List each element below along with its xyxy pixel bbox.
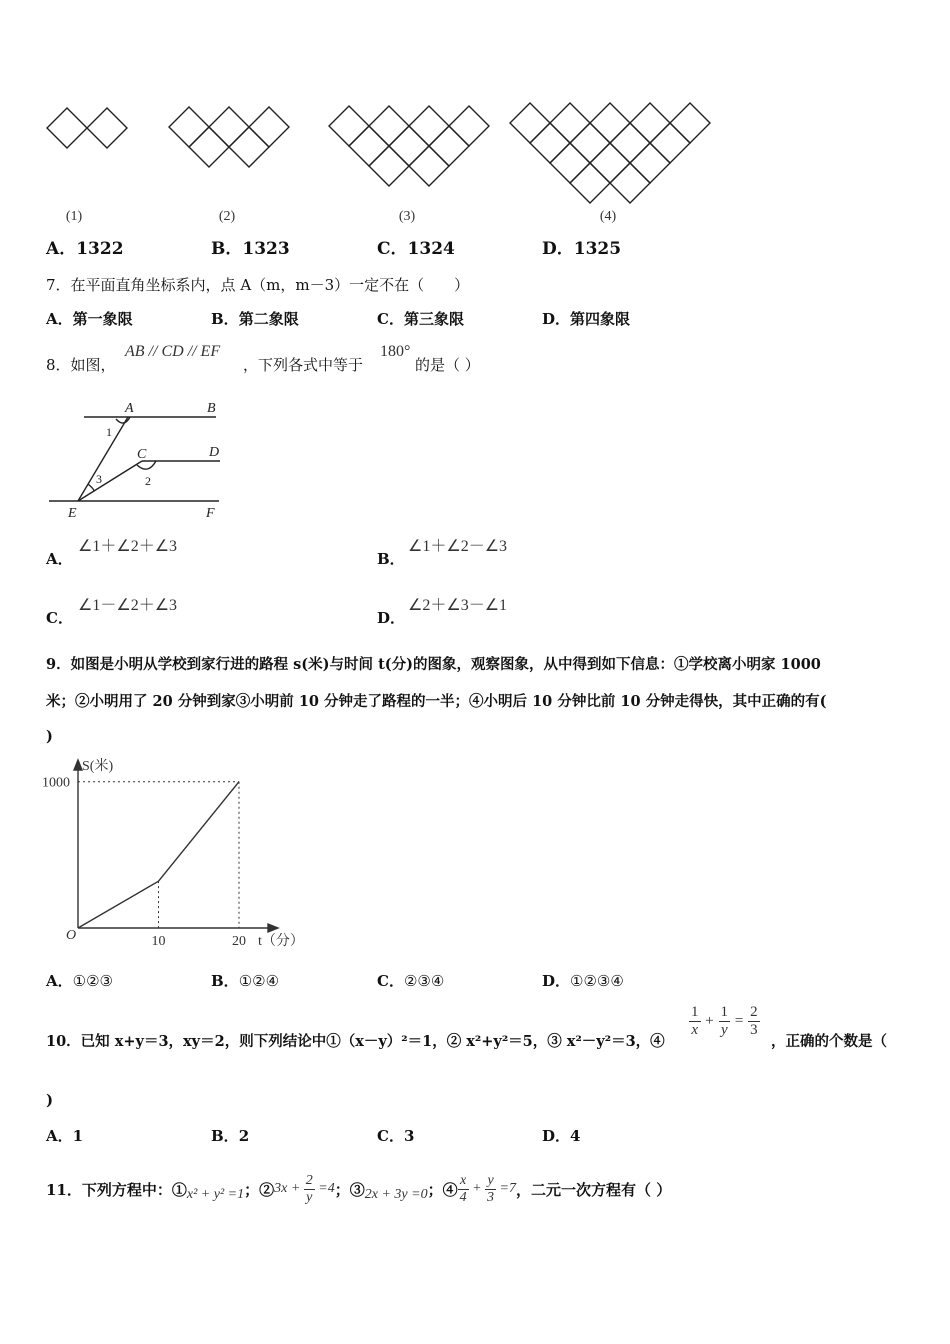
q9-option-b: B．①②④ xyxy=(211,972,280,990)
x-tick-10: 10 xyxy=(151,934,166,949)
q10-option-a: A．1 xyxy=(46,1127,84,1145)
q8-option-b-label: B． xyxy=(377,550,405,568)
q10-equation-4: $\frac{1}{x}$ + $\frac{1}{y}$ = $\frac{2}{3}$ xyxy=(691,1004,758,1038)
q11-frac-2-over-y: $\frac{2}{y}$ xyxy=(305,1173,313,1205)
x-axis-label: t（分） xyxy=(258,934,304,949)
q9-option-c: C．②③④ xyxy=(377,972,445,990)
q8-option-c-expr: ∠1－∠2＋∠3 xyxy=(78,597,178,614)
figure-2-label: (2) xyxy=(218,209,236,224)
q9-distance-time-chart xyxy=(40,752,310,957)
q6-option-c: C．1324 xyxy=(377,239,455,259)
q10-frac-1-over-y: $\frac{1}{y}$ xyxy=(720,1004,729,1038)
q6-option-a: A．1322 xyxy=(46,239,124,259)
q11-eq-4: $\frac{x}{4}$ + $\frac{y}{3}$ =7 xyxy=(459,1173,516,1205)
q8-option-d-expr: ∠2＋∠3－∠1 xyxy=(408,597,508,614)
q8-option-a-label: A． xyxy=(46,550,73,568)
q9-stem-line2: 米；②小明用了 20 分钟到家③小明前 10 分钟走了路程的一半；④小明后 10 分钟比前 10 分钟走得快，其中正确的有( xyxy=(46,693,827,710)
point-e-label: E xyxy=(68,506,77,521)
q11-eq-1: x² + y² =1 xyxy=(186,1187,245,1202)
q8-stem-suffix: 的是（ ） xyxy=(415,356,480,374)
q8-stem-prefix: 8．如图， xyxy=(46,356,116,374)
angle-3-label: 3 xyxy=(96,472,102,486)
point-b-label: B xyxy=(207,401,216,416)
angle-2-label: 2 xyxy=(145,474,151,488)
figure-2-diamonds xyxy=(169,107,289,167)
q9-option-d: D．①②③④ xyxy=(542,972,624,990)
q8-degree-value: 180° xyxy=(380,343,411,360)
point-a-label: A xyxy=(125,401,134,416)
q8-option-c-label: C． xyxy=(46,609,73,627)
y-tick-1000: 1000 xyxy=(42,775,70,791)
q8-parallel-expr: AB // CD // EF xyxy=(125,343,221,360)
point-f-label: F xyxy=(206,506,215,521)
q7-option-a: A．第一象限 xyxy=(46,310,133,328)
x-axis-arrow xyxy=(268,924,278,932)
q6-option-b: B．1323 xyxy=(211,239,290,259)
figure-3-label: (3) xyxy=(398,209,416,224)
q11-eq-3: 2x + 3y =0 xyxy=(364,1187,428,1202)
q10-frac-2-over-3: $\frac{2}{3}$ xyxy=(750,1004,758,1038)
q8-option-b-expr: ∠1＋∠2－∠3 xyxy=(408,538,508,555)
q7-option-b: B．第二象限 xyxy=(211,310,299,328)
q7-option-c: C．第三象限 xyxy=(377,310,464,328)
series-line xyxy=(78,782,239,928)
q10-stem-c: ) xyxy=(46,1091,54,1109)
q7-stem: 7．在平面直角坐标系内，点 A（m，m－3）一定不在（ ） xyxy=(46,276,470,294)
q8-stem-mid: ，下列各式中等于 xyxy=(243,356,364,374)
q10-option-b: B．2 xyxy=(211,1127,250,1145)
segment-ae xyxy=(78,417,128,501)
q11-frac-x-over-4: $\frac{x}{4}$ xyxy=(459,1173,467,1205)
q11-frac-y-over-3: $\frac{y}{3}$ xyxy=(487,1173,495,1205)
figure-4-diamonds xyxy=(510,103,710,203)
segment-ce xyxy=(78,461,142,501)
q7-option-d: D．第四象限 xyxy=(542,310,631,328)
origin-label: O xyxy=(66,928,77,943)
figure-4-label: (4) xyxy=(599,209,617,224)
x-tick-20: 20 xyxy=(232,934,246,949)
q10-stem-b: ，正确的个数是（ xyxy=(771,1033,887,1050)
q9-option-a: A．①②③ xyxy=(46,972,113,990)
y-axis-arrow xyxy=(74,760,82,770)
q6-figures xyxy=(40,95,720,230)
point-c-label: C xyxy=(137,447,147,462)
y-axis-label: S(米) xyxy=(82,759,114,774)
q8-option-d-label: D． xyxy=(377,609,406,627)
q9-stem-line1: 9．如图是小明从学校到家行进的路程 s(米)与时间 t(分)的图象，观察图象，从中得到如下信息：①学校离小明家 1000 xyxy=(46,656,821,673)
figure-1-label: (1) xyxy=(65,209,83,224)
q8-parallel-figure xyxy=(44,395,234,525)
q11-eq-2: 3x + $\frac{2}{y}$ =4 xyxy=(274,1173,335,1205)
q10-option-d: D．4 xyxy=(542,1127,581,1145)
q9-stem-line3: ) xyxy=(46,728,53,745)
q10-stem-a: 10．已知 x+y＝3，xy＝2，则下列结论中①（x－y）²＝1，② x²+y²＝5，③ x²－y²＝3，④ xyxy=(46,1033,665,1050)
q10-frac-1-over-x: $\frac{1}{x}$ xyxy=(691,1004,699,1038)
angle-3-arc xyxy=(88,484,94,491)
point-d-label: D xyxy=(209,445,220,460)
q11-stem: 11．下列方程中：① x² + y² =1 ；② 3x + $\frac{2}{y}$ =4 ；③ 2x + 3y =0 ；④ $\frac{x}{4}$ + $\frac{y}{3}$ =7 ，二元一次方程有（ ） xyxy=(46,1173,672,1205)
q10-option-c: C．3 xyxy=(377,1127,415,1145)
figure-1-diamonds xyxy=(47,108,127,148)
q8-option-a-expr: ∠1＋∠2＋∠3 xyxy=(78,538,178,555)
figure-3-diamonds xyxy=(329,106,489,186)
angle-1-label: 1 xyxy=(106,425,112,439)
q6-option-d: D．1325 xyxy=(542,239,622,259)
